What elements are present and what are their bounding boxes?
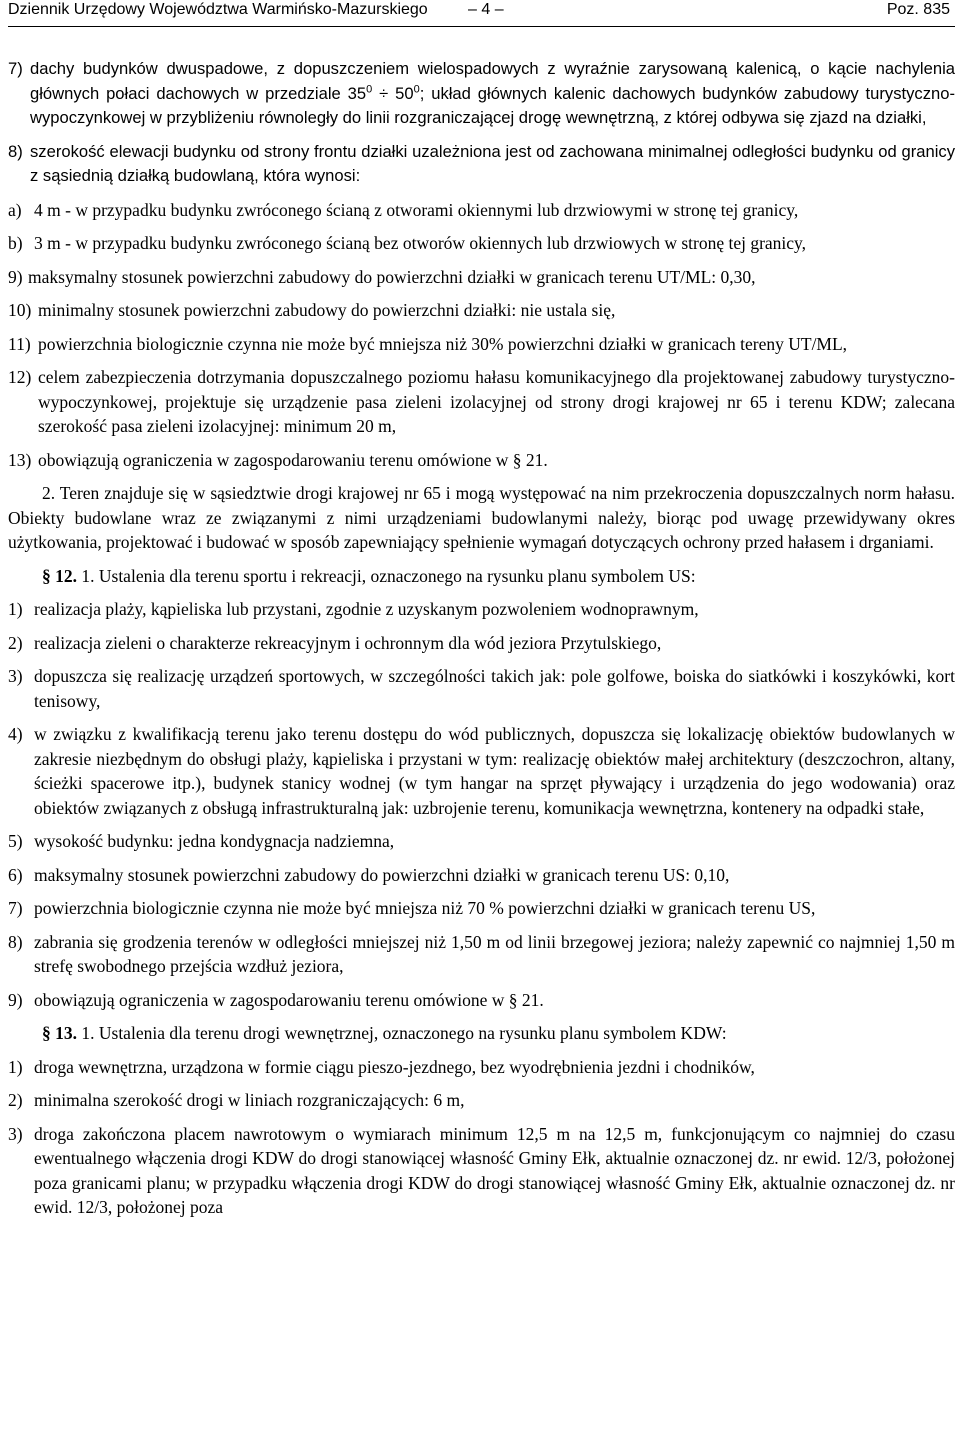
list-item: 1) droga wewnętrzna, urządzona w formie ciągu pieszo-jezdnego, bez wyodrębnienia jezdni i chodników,: [8, 1056, 755, 1077]
section-12-heading: § 12. 1. Ustalenia dla terenu sportu i rekreacji, oznaczonego na rysunku planu symbolem US:: [42, 565, 696, 586]
section-13-heading: § 13. 1. Ustalenia dla terenu drogi wewnętrznej, oznaczonego na rysunku planu symbolem KDW:: [42, 1023, 727, 1043]
page-header: [8, 0, 955, 27]
paragraph-2: 2. Teren znajduje się w sąsiedztwie drogi krajowej nr 65 i mogą występować na nim przekroczenia dopuszczalnych norm hałasu. Obiekty budowlane wraz ze związanymi z nimi urządzeniami budowlanymi należy, biorąc pod uwagę przewidywany okres użytkowania, projektować i budować w sposób zapewniający spełnienie wymagań dotyczących ochrony przed hałasem i drganiami.: [8, 483, 955, 552]
journal-title: Dziennik Urzędowy Województwa Warmińsko-Mazurskiego: [8, 1, 428, 18]
position-number: Poz. 835: [886, 1, 950, 18]
list-item: 13) obowiązują ograniczenia w zagospodarowaniu terenu omówione w § 21.: [8, 449, 548, 470]
list-item: 3) dopuszcza się realizację urządzeń sportowych, w szczególności takich jak: pole golfowe, boiska do siatkówki i koszykówki, kort tenisowy,: [8, 666, 955, 711]
list-item: 7) dachy budynków dwuspadowe, z dopuszczeniem wielospadowych z wyraźnie zarysowaną kalenicą, o kącie nachylenia głównych połaci dachowych w przedziale $35^0 \div 50^0$; układ głównych kalenic dachowych budynków zabudowy turystyczno-wypoczynkowej w przybliżeniu równoległy do linii rozgraniczającej drogę wewnętrzną, z której odbywa się zjazd na działki,: [8, 59, 955, 127]
list-item: 12) celem zabezpieczenia dotrzymania dopuszczalnego poziomu hałasu komunikacyjnego dla projektowanej zabudowy turystyczno-wypoczynkowej, projektuje się urządzenie pasa zieleni izolacyjnej od strony drogi krajowej nr 65 i terenu KDW; zalecana szerokość pasa zieleni izolacyjnej: minimum 20 m,: [8, 367, 955, 436]
list-item: 1) realizacja plaży, kąpieliska lub przystani, zgodnie z uzyskanym pozwoleniem wodnoprawnym,: [8, 599, 699, 619]
list-item: 8) zabrania się grodzenia terenów w odległości mniejszej niż 1,50 m od linii brzegowej jeziora; należy zapewnić co najmniej 1,50 m strefę swobodnego przejścia wzdłuż jeziora,: [8, 931, 955, 976]
list-item: 10) minimalny stosunek powierzchni zabudowy do powierzchni działki: nie ustala się,: [8, 300, 616, 320]
list-item: 6) maksymalny stosunek powierzchni zabudowy do powierzchni działki w granicach terenu US: 0,10,: [8, 864, 730, 885]
page-number: – 4 –: [468, 1, 504, 18]
list-item: 3) droga zakończona placem nawrotowym o wymiarach minimum 12,5 m na 12,5 m, funkcjonującym co najmniej do czasu ewentualnego włączenia drogi KDW do drogi stanowiącej własność Gminy Ełk, aktualnie oznaczonej dz. nr ewid. 12/3, położonej poza granicami planu; w przypadku włączenia drogi KDW do drogi stanowiącej własność Gminy Ełk, aktualnie oznaczonej dz. nr ewid. 12/3, położonej poza: [8, 1123, 955, 1217]
list-item: 5) wysokość budynku: jedna kondygnacja nadziemna,: [8, 831, 395, 851]
list-item: 11) powierzchnia biologicznie czynna nie może być mniejsza niż 30% powierzchni działki w granicach tereny UT/ML,: [8, 333, 848, 354]
list-item: 4) w związku z kwalifikacją terenu jako terenu dostępu do wód publicznych, dopuszcza się lokalizację obiektów budowlanych w zakresie niezbędnym do obsługi plaży, kąpieliska i przystani w tym: realizację obiektów małej architektury (deszczochron, altany, ścieżki spacerowe itp.), budynek stanicy wodnej (w tym hangar na sprzęt pływający i urządzenia do jego wodowania) oraz obiektów związanych z obsługą infrastrukturalną jak: uzbrojenie terenu, komunikacja wewnętrzna, kontenery na odpadki stałe,: [8, 724, 955, 818]
list-item: 7) powierzchnia biologicznie czynna nie może być mniejsza niż 70 % powierzchni działki w granicach terenu US,: [8, 898, 816, 918]
list-item: a) 4 m - w przypadku budynku zwróconego ścianą z otworami okiennymi lub drzwiowymi w stronę tej granicy,: [8, 199, 799, 220]
list-item: 2) realizacja zieleni o charakterze rekreacyjnym i ochronnym dla wód jeziora Przytulskiego,: [8, 632, 662, 653]
list-item: b) 3 m - w przypadku budynku zwróconego ścianą bez otworów okiennych lub drzwiowych w stronę tej granicy,: [8, 233, 807, 253]
list-item: 8) szerokość elewacji budynku od strony frontu działki uzależniona jest od zachowana minimalnej odległości budynku od granicy z sąsiednią działką budowlaną, która wynosi:: [8, 141, 955, 185]
list-item: 9) maksymalny stosunek powierzchni zabudowy do powierzchni działki w granicach terenu UT/ML: 0,30,: [8, 266, 756, 287]
list-item: 2) minimalna szerokość drogi w liniach rozgraniczających: 6 m,: [8, 1090, 465, 1110]
document-body: [8, 57, 955, 1220]
list-item: 9) obowiązują ograniczenia w zagospodarowaniu terenu omówione w § 21.: [8, 989, 544, 1010]
